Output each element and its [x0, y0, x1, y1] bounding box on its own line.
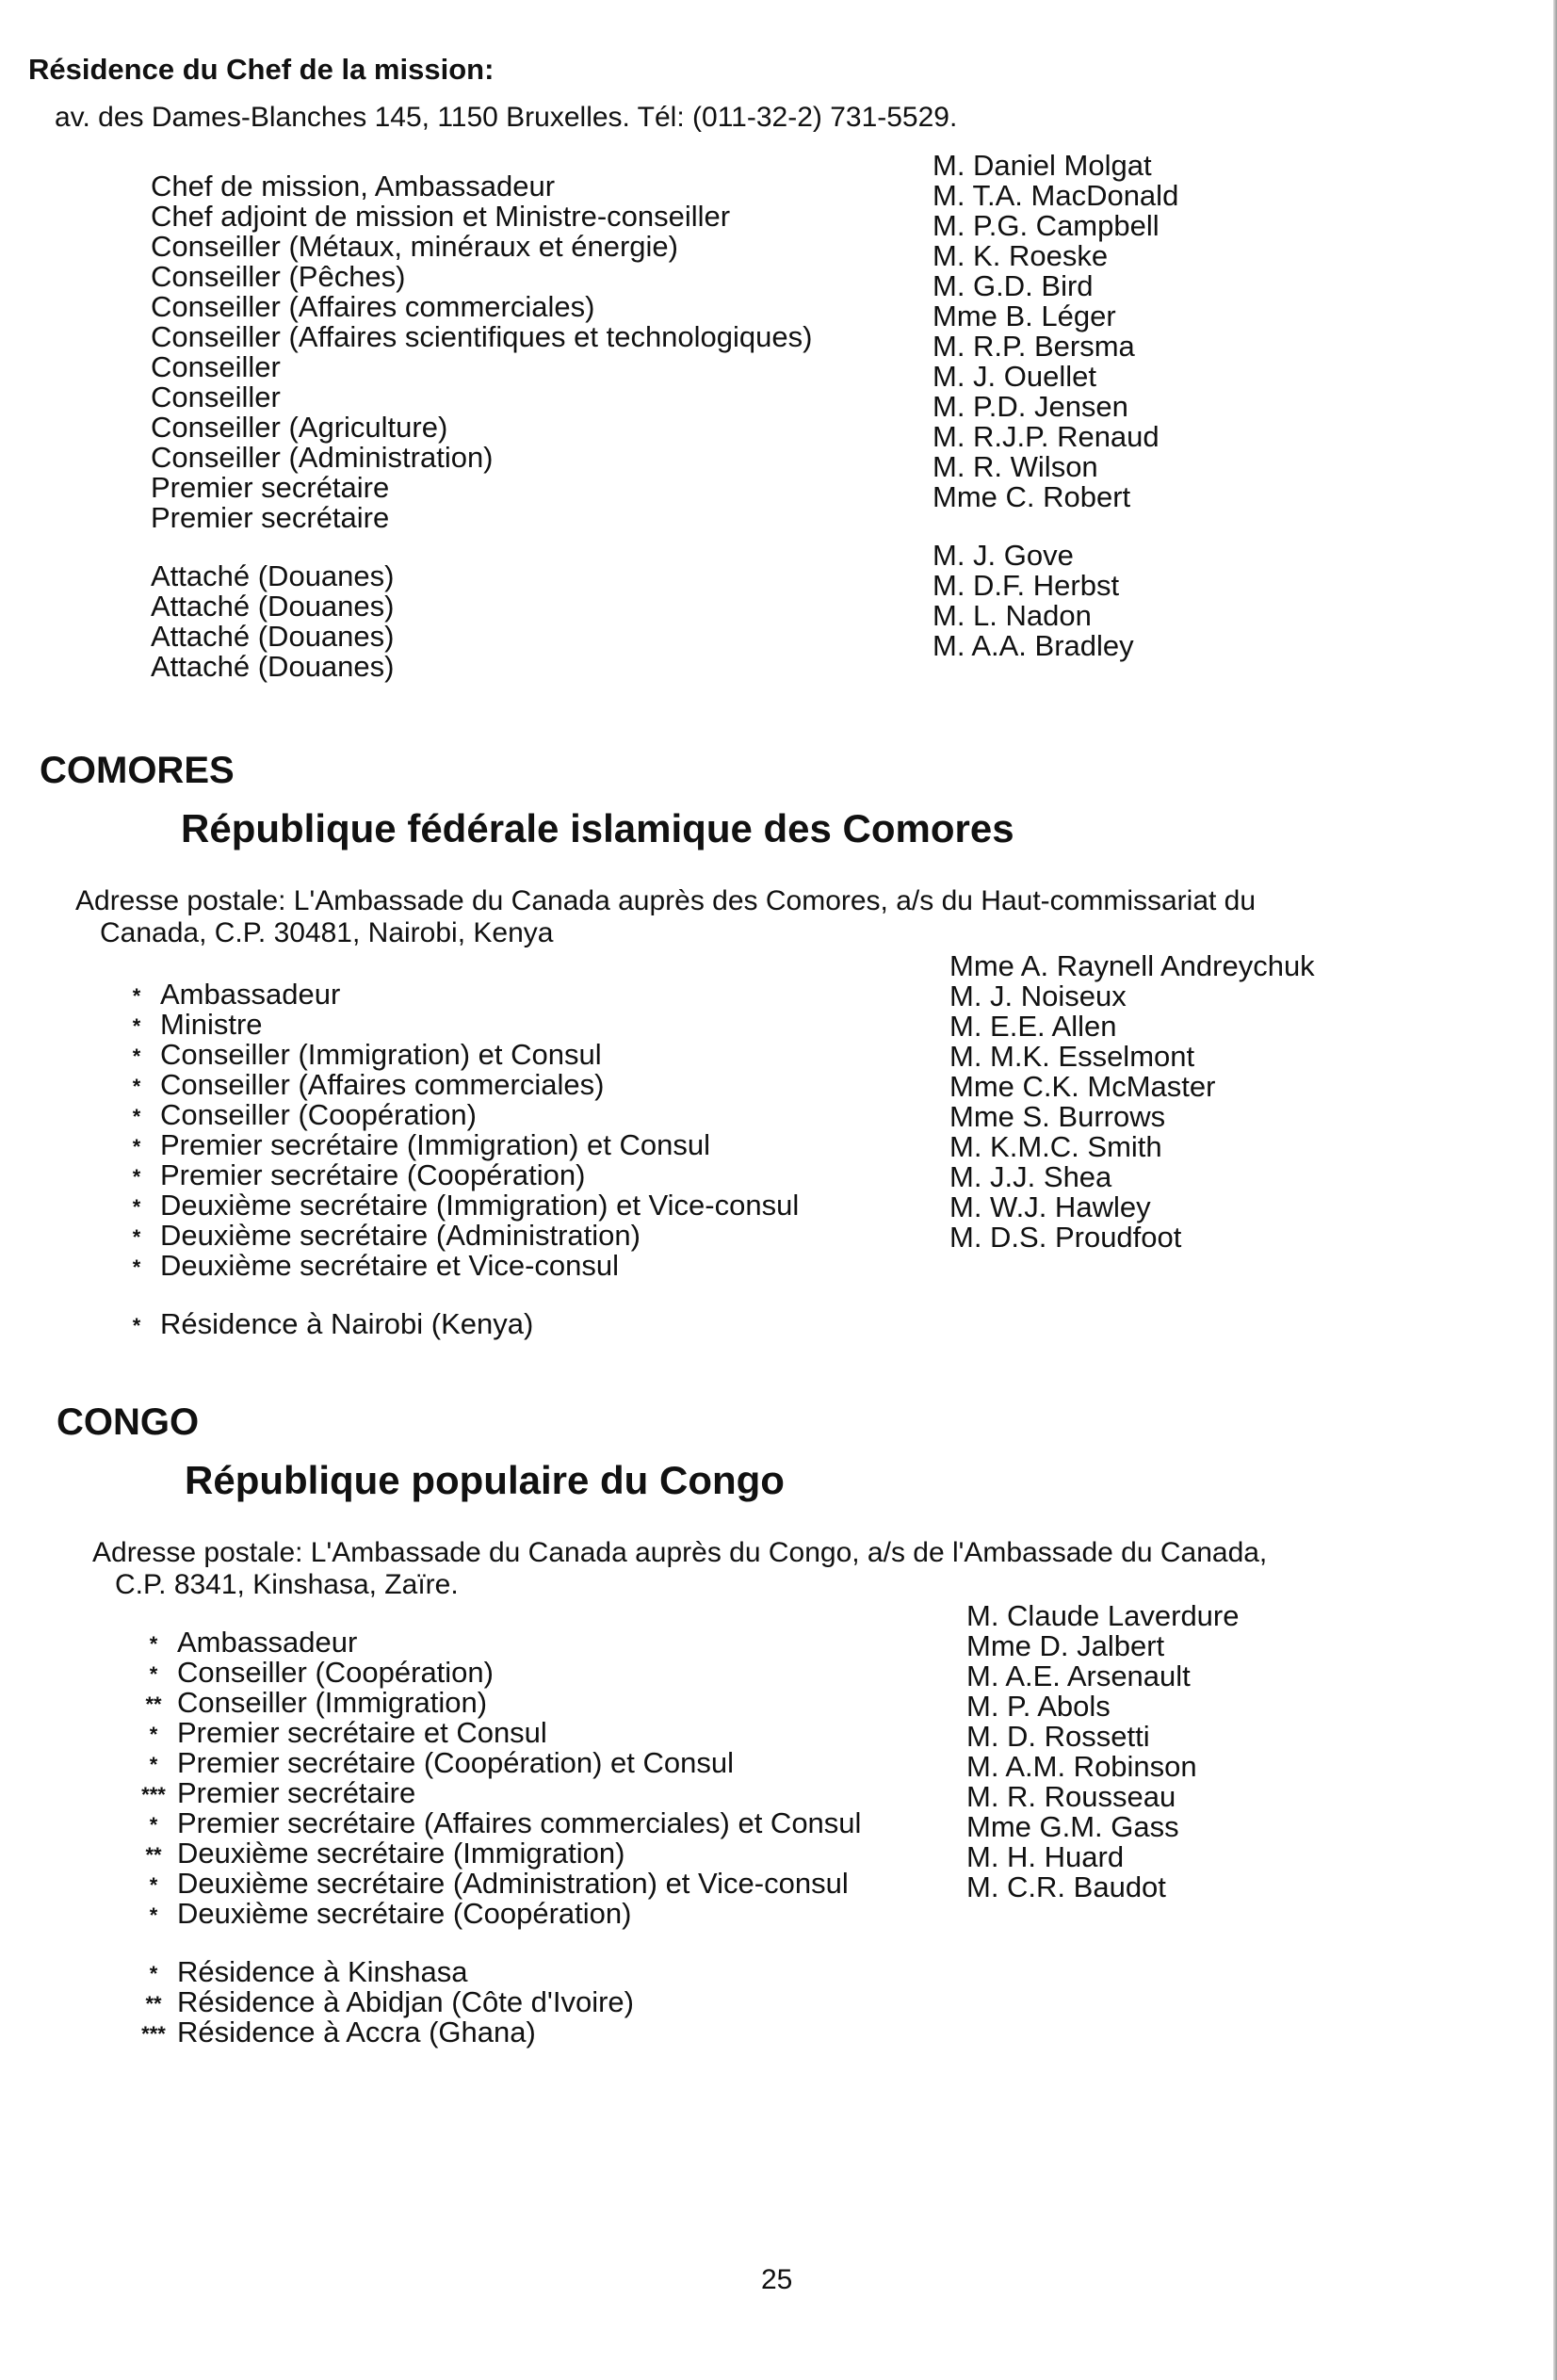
- position-row: [130, 1627, 861, 1658]
- position-title: Chef adjoint de mission et Ministre-conseiller: [151, 200, 731, 233]
- position-title: Deuxième secrétaire (Immigration) et Vice-consul: [160, 1189, 800, 1222]
- position-row: [130, 1778, 861, 1808]
- footnote-mark: *: [132, 1013, 141, 1038]
- position-title: Premier secrétaire (Coopération) et Consul: [177, 1746, 734, 1779]
- position-title: Attaché (Douanes): [151, 650, 395, 683]
- person-name: M. J. Gove: [933, 539, 1074, 572]
- comores-names-column: [949, 951, 1315, 1253]
- position-row: [113, 1190, 799, 1221]
- position-row: [113, 1010, 799, 1040]
- person-name: M. J. Ouellet: [933, 360, 1096, 393]
- position-title: Premier secrétaire et Consul: [177, 1716, 547, 1749]
- position-row: [113, 1160, 799, 1190]
- position-title: Conseiller: [151, 350, 281, 383]
- residence-address: av. des Dames-Blanches 145, 1150 Bruxelles. Tél: (011-32-2) 731-5529.: [55, 102, 958, 133]
- position-row: [113, 980, 799, 1010]
- position-title: Conseiller (Immigration) et Consul: [160, 1038, 602, 1071]
- residence-title: Résidence du Chef de la mission:: [28, 53, 495, 86]
- footnote-mark: *: [132, 1104, 141, 1128]
- person-name: M. R. Wilson: [933, 450, 1098, 483]
- position-row: [113, 1100, 799, 1130]
- position-row: [130, 1688, 861, 1718]
- footnote-mark: *: [149, 1631, 158, 1656]
- footnote-mark: *: [149, 1961, 158, 1985]
- footnote-mark: *: [149, 1902, 158, 1927]
- position-row: [130, 1808, 861, 1838]
- person-name: M. P.D. Jensen: [933, 390, 1128, 423]
- position-title: Deuxième secrétaire (Administration) et Vice-consul: [177, 1867, 849, 1900]
- footnote-row: [130, 1987, 861, 2017]
- position-row: [113, 1070, 799, 1100]
- position-title: Conseiller (Administration): [151, 441, 494, 474]
- person-name: M. Daniel Molgat: [933, 149, 1152, 182]
- page-edge-shadow: [1553, 0, 1557, 2380]
- position-title: Conseiller (Affaires commerciales): [151, 290, 595, 323]
- section-heading-congo: CONGO: [57, 1401, 200, 1443]
- person-name: M. H. Huard: [966, 1840, 1125, 1873]
- person-name: Mme G.M. Gass: [966, 1810, 1179, 1843]
- belgium-positions-column: [151, 171, 812, 682]
- position-title: Premier secrétaire (Immigration) et Consul: [160, 1128, 711, 1161]
- position-title: Premier secrétaire (Coopération): [160, 1158, 586, 1191]
- belgium-names-column: [933, 151, 1178, 661]
- person-name: M. L. Nadon: [933, 599, 1092, 632]
- position-row: [130, 1838, 861, 1869]
- person-name: M. P.G. Campbell: [933, 209, 1160, 242]
- position-row: [113, 1251, 799, 1281]
- position-title: Attaché (Douanes): [151, 620, 395, 653]
- congo-names-column: [966, 1601, 1240, 1902]
- person-name: Mme A. Raynell Andreychuk: [949, 949, 1315, 982]
- position-title: Conseiller (Agriculture): [151, 411, 448, 444]
- position-title: Conseiller (Affaires commerciales): [160, 1068, 605, 1101]
- person-name: M. J. Noiseux: [949, 980, 1127, 1012]
- position-title: Ambassadeur: [177, 1626, 358, 1659]
- position-row: [130, 1869, 861, 1899]
- country-full-name-congo: République populaire du Congo: [185, 1458, 785, 1502]
- footnote-mark: *: [132, 1074, 141, 1098]
- position-title: Conseiller (Immigration): [177, 1686, 488, 1719]
- footnote-row: [113, 1309, 799, 1339]
- address-congo-line1: Adresse postale: L'Ambassade du Canada auprès du Congo, a/s de l'Ambassade du Canada,: [92, 1537, 1268, 1568]
- footnote-mark: *: [132, 983, 141, 1008]
- person-name: M. K. Roeske: [933, 239, 1109, 272]
- person-name: M. D. Rossetti: [966, 1720, 1150, 1753]
- footnote-mark: *: [149, 1661, 158, 1686]
- position-title: Chef de mission, Ambassadeur: [151, 170, 556, 202]
- footnote-mark: **: [145, 1842, 162, 1867]
- address-congo-line2: C.P. 8341, Kinshasa, Zaïre.: [115, 1569, 459, 1600]
- position-row: [113, 1221, 799, 1251]
- position-row: [130, 1658, 861, 1688]
- person-name: M. D.S. Proudfoot: [949, 1221, 1182, 1254]
- position-title: Conseiller (Coopération): [177, 1656, 494, 1689]
- person-name: M. A.A. Bradley: [933, 629, 1134, 662]
- footnote-text: Résidence à Accra (Ghana): [177, 2016, 536, 2048]
- position-title: Premier secrétaire: [151, 471, 390, 504]
- footnote-mark: *: [132, 1313, 141, 1337]
- position-title: Attaché (Douanes): [151, 559, 395, 592]
- person-name: Mme D. Jalbert: [966, 1629, 1165, 1662]
- page-number: 25: [761, 2264, 793, 2295]
- person-name: M. R. Rousseau: [966, 1780, 1176, 1813]
- position-title: Deuxième secrétaire (Administration): [160, 1219, 641, 1252]
- footnote-mark: *: [149, 1752, 158, 1776]
- person-name: M. R.P. Bersma: [933, 330, 1135, 363]
- person-name: Mme S. Burrows: [949, 1100, 1166, 1133]
- footnote-mark: **: [145, 1991, 162, 2016]
- position-title: Ambassadeur: [160, 978, 341, 1011]
- position-row: [130, 1748, 861, 1778]
- footnote-text: Résidence à Kinshasa: [177, 1955, 468, 1988]
- person-name: M. P. Abols: [966, 1690, 1111, 1723]
- footnote-mark: *: [132, 1134, 141, 1158]
- person-name: M. A.E. Arsenault: [966, 1660, 1191, 1692]
- position-title: Deuxième secrétaire (Coopération): [177, 1897, 632, 1930]
- section-heading-comores: COMORES: [40, 750, 235, 791]
- footnote-text: Résidence à Nairobi (Kenya): [160, 1307, 534, 1340]
- person-name: M. D.F. Herbst: [933, 569, 1120, 602]
- position-row: [130, 1899, 861, 1929]
- footnote-text: Résidence à Abidjan (Côte d'Ivoire): [177, 1985, 634, 2018]
- position-row: [113, 1040, 799, 1070]
- person-name: M. C.R. Baudot: [966, 1870, 1166, 1903]
- footnote-mark: *: [132, 1164, 141, 1189]
- person-name: M. E.E. Allen: [949, 1010, 1117, 1043]
- position-title: Conseiller (Coopération): [160, 1098, 477, 1131]
- congo-positions-column: [130, 1627, 861, 2048]
- person-name: M. R.J.P. Renaud: [933, 420, 1160, 453]
- person-name: M. Claude Laverdure: [966, 1599, 1240, 1632]
- footnote-mark: **: [145, 1692, 162, 1716]
- footnote-mark: *: [149, 1722, 158, 1746]
- position-title: Premier secrétaire (Affaires commerciales) et Consul: [177, 1806, 862, 1839]
- comores-positions-column: [113, 980, 799, 1339]
- address-comores-line1: Adresse postale: L'Ambassade du Canada auprès des Comores, a/s du Haut-commissariat du: [75, 885, 1257, 916]
- position-row: [130, 1718, 861, 1748]
- position-title: Conseiller (Affaires scientifiques et technologiques): [151, 320, 813, 353]
- person-name: M. A.M. Robinson: [966, 1750, 1197, 1783]
- position-title: Conseiller (Métaux, minéraux et énergie): [151, 230, 678, 263]
- person-name: Mme C. Robert: [933, 480, 1131, 513]
- position-title: Deuxième secrétaire (Immigration): [177, 1837, 625, 1870]
- footnote-row: [130, 1957, 861, 1987]
- country-full-name-comores: République fédérale islamique des Comores: [181, 806, 1014, 850]
- position-title: Premier secrétaire: [177, 1776, 416, 1809]
- position-title: Premier secrétaire: [151, 501, 390, 534]
- footnote-mark: ***: [141, 2021, 166, 2046]
- position-row: [113, 1130, 799, 1160]
- position-title: Ministre: [160, 1008, 263, 1041]
- person-name: M. W.J. Hawley: [949, 1190, 1151, 1223]
- person-name: M. K.M.C. Smith: [949, 1130, 1162, 1163]
- footnote-mark: *: [149, 1812, 158, 1837]
- footnote-mark: *: [132, 1255, 141, 1279]
- footnote-mark: *: [149, 1872, 158, 1897]
- footnote-row: [130, 2017, 861, 2048]
- person-name: M. M.K. Esselmont: [949, 1040, 1195, 1073]
- position-title: Deuxième secrétaire et Vice-consul: [160, 1249, 620, 1282]
- person-name: M. G.D. Bird: [933, 269, 1094, 302]
- person-name: M. T.A. MacDonald: [933, 179, 1179, 212]
- address-comores-line2: Canada, C.P. 30481, Nairobi, Kenya: [100, 917, 554, 948]
- person-name: M. J.J. Shea: [949, 1160, 1112, 1193]
- footnote-mark: *: [132, 1194, 141, 1219]
- footnote-mark: ***: [141, 1782, 166, 1806]
- position-title: Conseiller (Pêches): [151, 260, 406, 293]
- footnote-mark: *: [132, 1044, 141, 1068]
- position-title: Conseiller: [151, 380, 281, 413]
- person-name: Mme C.K. McMaster: [949, 1070, 1216, 1103]
- person-name: Mme B. Léger: [933, 300, 1116, 332]
- footnote-mark: *: [132, 1224, 141, 1249]
- position-title: Attaché (Douanes): [151, 590, 395, 623]
